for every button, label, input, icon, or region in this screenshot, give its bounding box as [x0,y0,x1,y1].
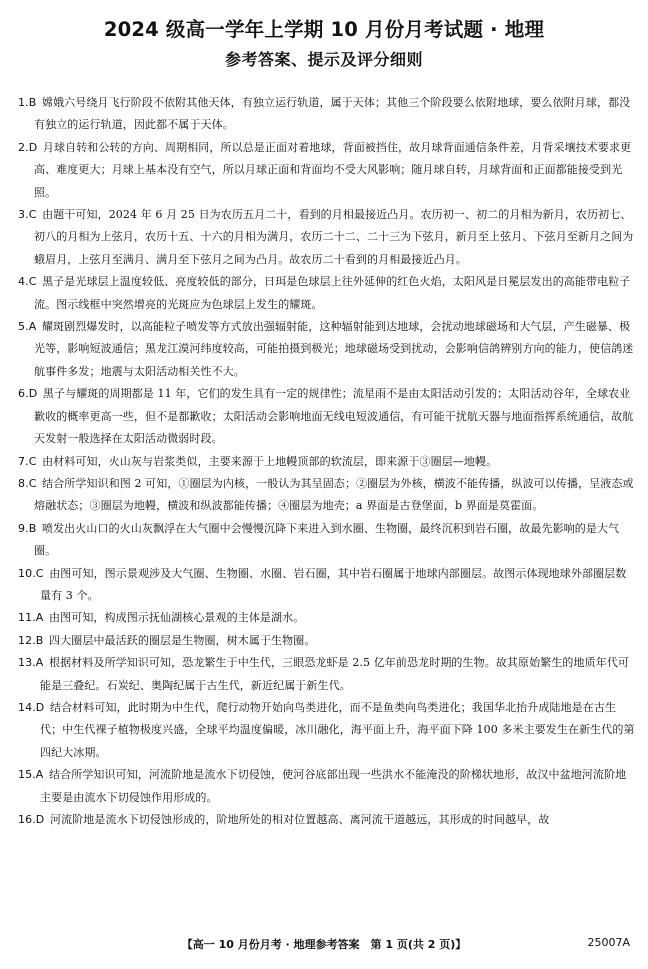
answer-letter: A [28,320,37,334]
question-number: 16. [18,813,36,826]
question-number: 13. [18,656,36,670]
answer-item [18,607,636,629]
answer-letter: D [28,140,38,154]
explanation-text: 由图可知，图示景观涉及大气圈、生物圈、水圈、岩石圈，其中岩石圈属于地球内部圈层。故图示体现地球外部圈层数量有 3 个。 [40,566,627,602]
answer-letter: C [28,454,37,468]
answer-item [18,137,636,204]
explanation-text: 黑子是光球层上温度较低、亮度较低的部分，日珥是色球层上往外延伸的红色火焰，太阳风是日冕层发出的高能带电粒子流。图示线框中突然增亮的光斑应为色球层上发生的耀斑。 [34,275,631,311]
answer-letter: C [28,208,37,222]
answer-letter: A [35,611,44,625]
answer-item [18,697,636,764]
question-number: 15. [18,768,36,782]
answer-item [18,764,636,809]
question-number: 7. [18,454,29,468]
page-subtitle: 参考答案、提示及评分细则 [224,50,423,69]
question-number: 6. [18,387,29,401]
answer-item [18,809,636,831]
answer-item [18,563,636,608]
explanation-text: 由材料可知，火山灰与岩浆类似，主要来源于上地幔顶部的软流层，即来源于③圈层—地幔。 [42,454,498,468]
explanation-text: 喷发出火山口的火山灰飘浮在大气圈中会慢慢沉降下来进入到水圈、生物圈，最终沉积到岩石圈，故最先影响的是大气圈。 [34,521,620,558]
answer-letter: B [28,521,37,535]
question-number: 8. [18,476,29,490]
explanation-text: 月球自转和公转的方向、周期相同，所以总是正面对着地球，背面被挡住，故月球背面通信条件差，月背采壤技术要求更高、难度更大；月球上基本没有空气，所以月球正面和背面均不受大风影响；随月球自转，月球背面和正面都能接受到光照。 [34,140,632,199]
explanation-text: 结合材料可知，此时期为中生代，爬行动物开始向鸟类进化，而不是鱼类向鸟类进化；我国华北抬升成陆地是在古生代；中生代裸子植物极度兴盛，全球平均温度偏暖，冰川融化，海平面上升，海平面下降 100 多米主要发生在新生代的第四纪大冰期。 [40,700,635,759]
question-number: 14. [18,700,36,714]
explanation-text: 结合所学知识和图 2 可知，①圈层为内核，一般认为其呈固态；②圈层为外核，横波不能传播，纵波可以传播，呈液态或熔融状态；③圈层为地幔，横波和纵波都能传播；④圈层为地壳；a 界面是古登堡面，b 界面是莫霍面。 [34,476,634,513]
answer-item [18,383,636,450]
answer-item [18,630,636,652]
answer-letter: C [35,566,44,580]
question-number: 1. [18,96,29,109]
footer-code: 25007A [587,936,630,949]
answer-item [18,652,636,697]
explanation-text: 黑子与耀斑的周期都是 11 年，它们的发生具有一定的规律性；流星雨不是由太阳活动引发的；太阳活动谷年，全球农业歉收的概率更高一些，但不是都歉收；太阳活动会影响地面无线电短波通信，有可能干扰航天器与地面指挥系统通信，故航天发射一般选择在太阳活动微弱时段。 [34,387,634,446]
answer-item [18,518,636,563]
answer-item [18,451,636,473]
explanation-text: 根据材料及所学知识可知，恐龙繁生于中生代，三眼恐龙虾是 2.5 亿年前恐龙时期的生物。故其原始繁生的地质年代可能是三叠纪。石炭纪、奥陶纪属于古生代，新近纪属于新生代。 [40,656,630,692]
answer-item [18,271,636,316]
question-number: 5. [18,320,29,334]
explanation-text: 由图可知，构成图示抚仙湖核心景观的主体是湖水。 [49,611,305,625]
answer-letter: B [28,96,37,109]
explanation-text: 结合所学知识可知，河流阶地是流水下切侵蚀，使河谷底部出现一些洪水不能淹没的阶梯状地形，故汉中盆地河流阶地主要是由流水下切侵蚀作用形成的。 [40,768,627,804]
footer-page-info: 【高一 10 月份月考 · 地理参考答案 第 1 页(共 2 页)】 [181,938,467,951]
answer-item [18,92,636,137]
answer-letter: B [35,633,44,647]
answer-letter: C [28,476,37,490]
explanation-text: 河流阶地是流水下切侵蚀形成的，阶地所处的相对位置越高、离河流干道越远，其形成的时间越早，故 [49,813,550,826]
answer-item [18,473,636,518]
question-number: 3. [18,208,29,222]
question-number: 2. [18,140,29,154]
explanation-text: 由题干可知，2024 年 6 月 25 日为农历五月二十，看到的月相最接近凸月。农历初一、初二的月相为新月，农历初七、初八的月相为上弦月，农历十五、十六的月相为满月，农历二十二、二十三为下弦月，新月至上弦月、下弦月至新月之间为蛾眉月，上弦月至满月、满月至下弦月之间为凸月。故农历二十看到的月相最接近凸月。 [34,208,634,266]
explanation-text: 嫦娥六号绕月飞行阶段不依附其他天体，有独立运行轨道，属于天体；其他三个阶段要么依附地球，要么依附月球，都没有独立的运行轨道，因此都不属于天体。 [34,96,631,132]
answer-letter: D [35,813,45,826]
explanation-text: 耀斑剧烈爆发时，以高能粒子喷发等方式放出强辐射能，这种辐射能到达地球，会扰动地球磁场和大气层，产生磁暴、极光等，影响短波通信；黑龙江漠河纬度较高，可能拍摄到极光；地球磁场受到扰动，会影响信鸽辨别方向的能力，使信鸽迷航事件多发；地震与太阳活动相关性不大。 [34,320,634,378]
question-number: 10. [18,566,36,580]
question-number: 9. [18,521,29,535]
explanation-text: 四大圈层中最活跃的圈层是生物圈，树木属于生物圈。 [49,633,316,647]
question-number: 11. [18,611,36,625]
answer-letter: D [35,700,45,714]
question-number: 12. [18,633,36,647]
answer-letter: A [35,768,44,782]
answer-letter: D [28,387,38,401]
answer-item [18,204,636,271]
page-title: 2024 级高一学年上学期 10 月份月考试题 · 地理 [103,18,545,41]
answer-item [18,316,636,383]
question-number: 4. [18,275,29,289]
answer-letter: C [28,275,37,289]
answer-list [18,92,636,831]
page-footer [0,936,648,956]
answer-letter: A [35,656,44,670]
